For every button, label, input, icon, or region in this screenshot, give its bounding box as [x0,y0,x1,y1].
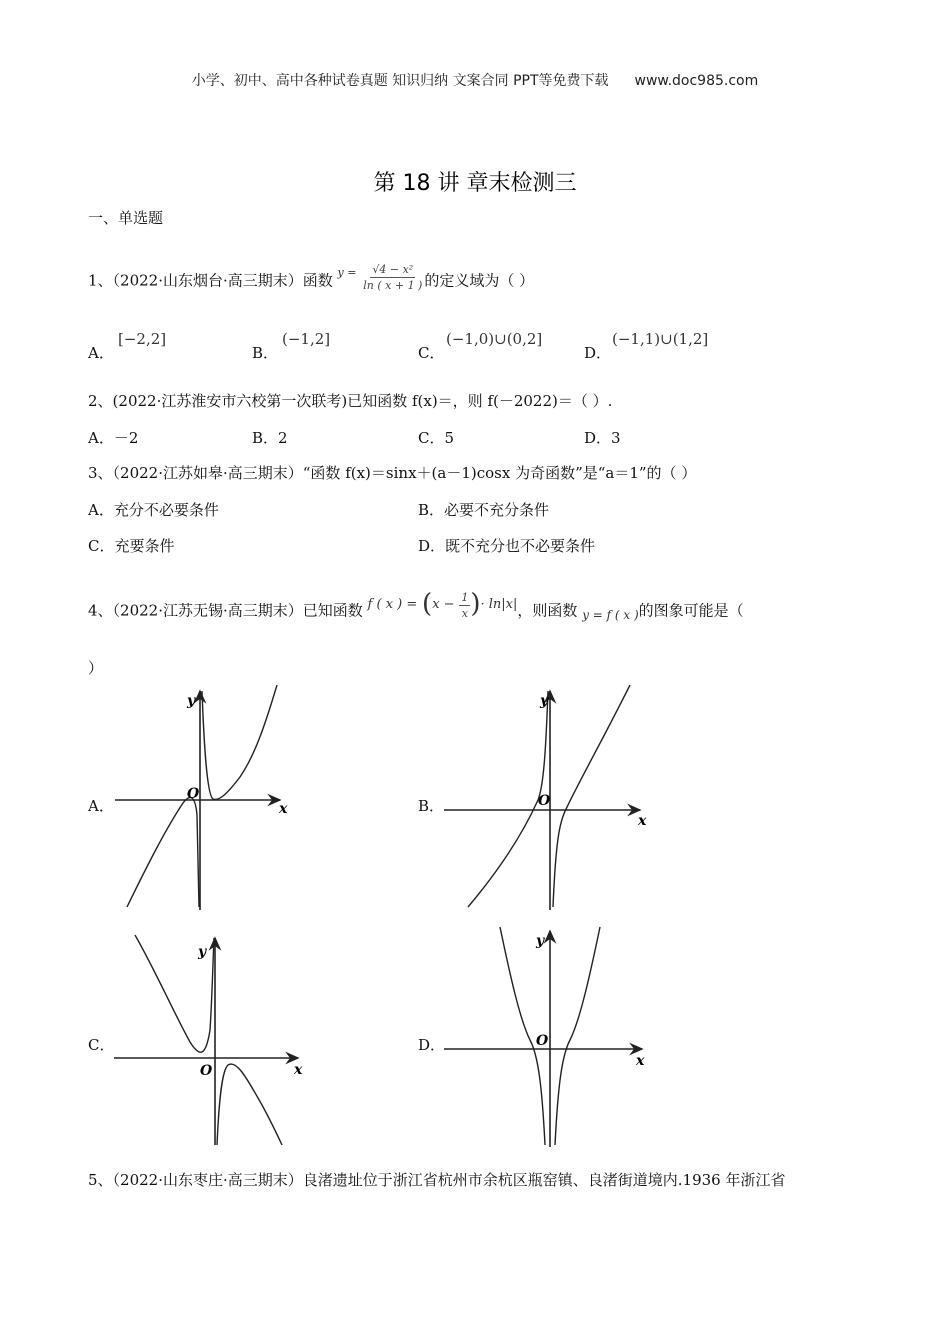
q4-mid: ，则函数 [517,601,578,620]
q3-option-d[interactable] [418,535,595,556]
question-4 [88,588,744,627]
q3-option-b[interactable] [418,499,549,520]
question-3: 3、（2022·江苏如皋·高三期末）“函数 f(x)＝sinx＋(a－1)cosx 为奇函数”是“a＝1”的（ ） [88,464,697,482]
q1-formula-numerator: √4 − x² [372,263,414,276]
q4-formula-b: · ln|x| [480,596,518,612]
graph-a-curve-right [202,685,277,799]
q4-option-a-label[interactable]: A． [88,797,114,815]
header-site[interactable]: www.doc985.com [634,73,759,89]
graph-d-origin-label: O [536,1033,549,1049]
q1-option-d[interactable] [584,342,611,363]
q2-option-d-value: 3 [611,429,621,447]
q2-option-a[interactable] [88,427,138,448]
graph-b-x-label: x [638,813,647,829]
q4-formula2: y = f ( x ) [582,607,639,622]
q4-formula-numerator: 1 [461,591,469,604]
q1-option-b-label: B． [252,344,279,362]
q4-formula-a: x − [432,596,455,612]
q3-option-c-label: C． [88,537,115,555]
q1-number: 1、 [88,271,113,290]
graph-b-curve-left [468,691,548,907]
graph-a-x-label: x [279,801,288,817]
question-1 [88,263,535,297]
q4-source: （2022·江苏无锡·高三期末）已知函数 [112,601,363,620]
q2-option-a-value: －2 [113,429,139,447]
graph-c[interactable] [110,930,310,1150]
q3-option-a-value: 充分不必要条件 [113,501,219,519]
graph-b-origin-label: O [538,793,551,809]
q1-option-c[interactable] [418,342,444,363]
q2-option-b[interactable] [252,427,288,448]
graph-c-curve-right [217,1064,282,1145]
q4-tail: 的图象可能是（ [638,601,744,620]
q3-option-a-label: A． [88,501,114,519]
graph-a-origin-label: O [187,786,200,802]
section-heading: 一、单选题 [88,209,164,227]
q4-paren-right: ) [470,588,481,619]
q1-option-a-label: A． [88,344,114,362]
q4-option-b-label[interactable]: B． [418,797,445,815]
q1-option-b-value: (−1,2] [282,330,331,348]
q2-option-b-label: B． [252,429,279,447]
q1-option-a[interactable] [88,342,114,363]
page-header [0,70,950,90]
q2-option-c[interactable] [418,427,454,448]
q1-option-c-label: C． [418,344,445,362]
q1-tail: 的定义域为（ ） [424,271,535,290]
q2-option-c-value: 5 [444,429,455,447]
q1-option-d-value: (−1,1)∪(1,2] [612,330,709,348]
graph-a-curve-left [127,797,199,907]
q4-close-paren: ） [88,659,104,677]
header-text: 小学、初中、高中各种试卷真题 知识归纳 文案合同 PPT等免费下载 [191,73,609,89]
graph-b-y-label: y [540,693,549,709]
q1-option-a-value: [−2,2] [118,330,167,348]
q2-option-d-label: D． [584,429,612,447]
q2-option-d[interactable] [584,427,621,448]
q2-option-c-label: C． [418,429,445,447]
q4-formula-lhs: f ( x ) = [367,596,418,612]
q4-formula-denominator: x [461,607,468,620]
q4-number: 4、 [88,601,113,620]
question-5: 5、（2022·山东枣庄·高三期末）良渚遗址位于浙江省杭州市余杭区瓶窑镇、良渚街道境内.1936 年浙江省 [88,1171,786,1189]
graph-c-y-label: y [198,944,207,960]
q1-formula-lhs: y = [337,265,357,279]
q3-option-a[interactable] [88,499,219,520]
q2-option-b-value: 2 [278,429,288,447]
q3-option-b-value: 必要不充分条件 [444,501,550,519]
q1-option-c-value: (−1,0)∪(0,2] [446,330,543,348]
q3-option-d-value: 既不充分也不必要条件 [445,537,596,555]
graph-d[interactable] [440,925,655,1150]
q1-source: （2022·山东烟台·高三期末）函数 [112,271,333,290]
graph-d-x-label: x [636,1053,645,1069]
graph-a[interactable] [115,685,290,910]
q1-option-b[interactable] [252,342,278,363]
q1-formula-fraction [361,262,424,293]
q1-formula-denominator: ln ( x + 1 ) [363,279,423,292]
q3-option-c-value: 充要条件 [114,537,175,555]
q3-option-d-label: D． [418,537,446,555]
page-title: 第 18 讲 章末检测三 [373,171,577,196]
graph-b[interactable] [440,685,655,910]
q4-formula-fraction [459,590,470,621]
graph-d-curve-right [555,927,600,1145]
graph-c-x-label: x [294,1062,303,1078]
question-2: 2、(2022·江苏淮安市六校第一次联考)已知函数 f(x)＝，则 f(－2022)＝（ ）. [88,392,613,410]
q3-option-c[interactable] [88,535,175,556]
q1-option-d-label: D． [584,344,612,362]
graph-a-y-label: y [187,693,196,709]
graph-c-origin-label: O [200,1063,213,1079]
q3-option-b-label: B． [418,501,445,519]
graph-b-curve-right [553,685,630,907]
graph-d-y-label: y [536,933,545,949]
q2-option-a-label: A． [88,429,114,447]
q4-paren-left: ( [422,588,433,619]
q4-option-d-label[interactable]: D． [418,1036,446,1054]
q4-option-c-label[interactable]: C． [88,1036,115,1054]
